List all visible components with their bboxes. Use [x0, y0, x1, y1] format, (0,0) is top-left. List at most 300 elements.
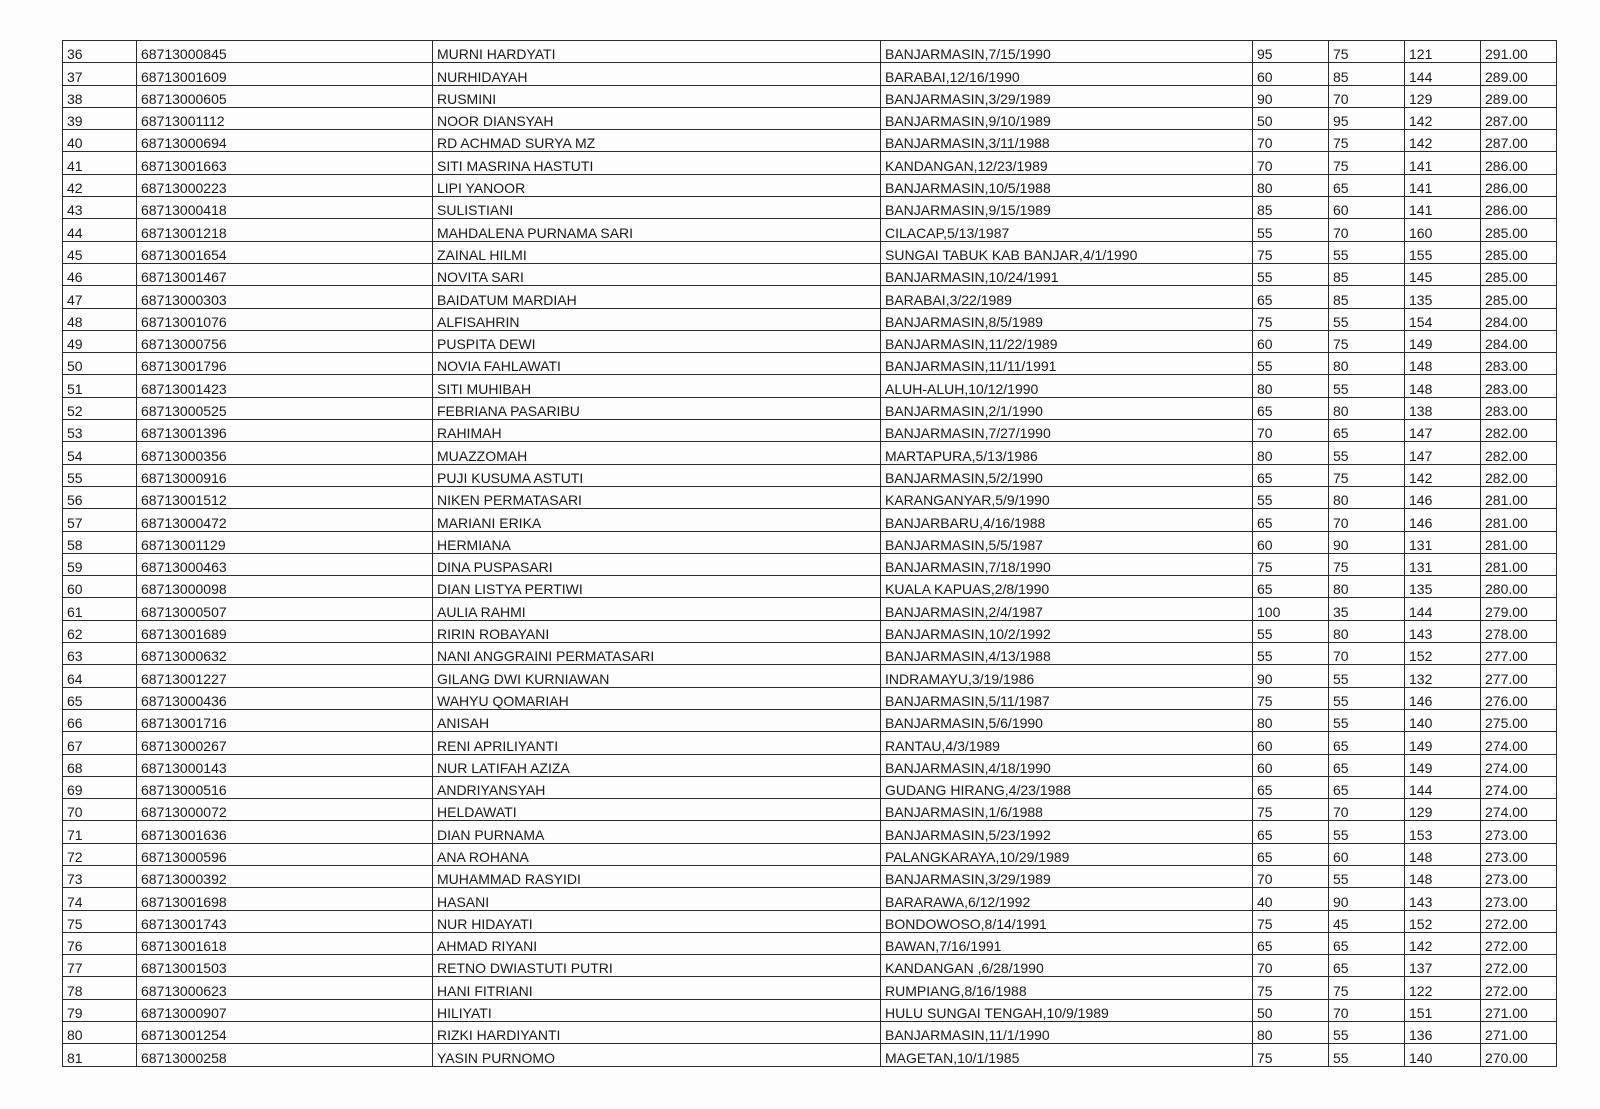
score-3-cell: 142 — [1405, 464, 1481, 486]
birthplace-date-cell: BANJARMASIN,2/1/1990 — [881, 397, 1253, 419]
participant-name-cell: FEBRIANA PASARIBU — [433, 397, 881, 419]
score-3-cell: 148 — [1405, 375, 1481, 397]
row-number-cell: 59 — [63, 553, 137, 575]
score-1-cell: 65 — [1253, 286, 1329, 308]
score-3-cell: 143 — [1405, 620, 1481, 642]
row-number-cell: 71 — [63, 821, 137, 843]
score-2-cell: 55 — [1329, 687, 1405, 709]
birthplace-date-cell: GUDANG HIRANG,4/23/1988 — [881, 776, 1253, 798]
total-score-cell: 273.00 — [1481, 821, 1557, 843]
score-1-cell: 75 — [1253, 1044, 1329, 1066]
score-2-cell: 65 — [1329, 955, 1405, 977]
score-3-cell: 136 — [1405, 1022, 1481, 1044]
birthplace-date-cell: BANJARMASIN,9/15/1989 — [881, 197, 1253, 219]
score-2-cell: 95 — [1329, 107, 1405, 129]
birthplace-date-cell: INDRAMAYU,3/19/1986 — [881, 665, 1253, 687]
birthplace-date-cell: ALUH-ALUH,10/12/1990 — [881, 375, 1253, 397]
birthplace-date-cell: RUMPIANG,8/16/1988 — [881, 977, 1253, 999]
participant-name-cell: MARIANI ERIKA — [433, 509, 881, 531]
registration-number-cell: 68713000436 — [137, 687, 433, 709]
score-1-cell: 65 — [1253, 397, 1329, 419]
row-number-cell: 39 — [63, 107, 137, 129]
birthplace-date-cell: BANJARMASIN,2/4/1987 — [881, 598, 1253, 620]
score-3-cell: 155 — [1405, 241, 1481, 263]
score-3-cell: 144 — [1405, 776, 1481, 798]
score-3-cell: 142 — [1405, 932, 1481, 954]
score-2-cell: 75 — [1329, 977, 1405, 999]
score-1-cell: 100 — [1253, 598, 1329, 620]
birthplace-date-cell: BANJARMASIN,10/24/1991 — [881, 263, 1253, 285]
participant-name-cell: NUR HIDAYATI — [433, 910, 881, 932]
total-score-cell: 283.00 — [1481, 353, 1557, 375]
score-2-cell: 75 — [1329, 130, 1405, 152]
total-score-cell: 282.00 — [1481, 442, 1557, 464]
total-score-cell: 282.00 — [1481, 464, 1557, 486]
score-3-cell: 153 — [1405, 821, 1481, 843]
registration-number-cell: 68713001396 — [137, 420, 433, 442]
table-row — [63, 910, 1557, 932]
table-row — [63, 553, 1557, 575]
participant-name-cell: RD ACHMAD SURYA MZ — [433, 130, 881, 152]
registration-number-cell: 68713000623 — [137, 977, 433, 999]
score-1-cell: 80 — [1253, 375, 1329, 397]
row-number-cell: 75 — [63, 910, 137, 932]
registration-number-cell: 68713000525 — [137, 397, 433, 419]
row-number-cell: 42 — [63, 174, 137, 196]
table-row — [63, 709, 1557, 731]
score-2-cell: 55 — [1329, 709, 1405, 731]
score-3-cell: 146 — [1405, 509, 1481, 531]
registration-number-cell: 68713000392 — [137, 865, 433, 887]
score-3-cell: 140 — [1405, 709, 1481, 731]
row-number-cell: 56 — [63, 486, 137, 508]
participant-name-cell: PUSPITA DEWI — [433, 330, 881, 352]
table-row — [63, 754, 1557, 776]
total-score-cell: 281.00 — [1481, 486, 1557, 508]
results-table — [62, 40, 1557, 1067]
birthplace-date-cell: BARABAI,12/16/1990 — [881, 63, 1253, 85]
total-score-cell: 287.00 — [1481, 107, 1557, 129]
birthplace-date-cell: BANJARMASIN,11/11/1991 — [881, 353, 1253, 375]
row-number-cell: 72 — [63, 843, 137, 865]
table-row — [63, 687, 1557, 709]
results-table-body — [63, 41, 1557, 1067]
score-2-cell: 55 — [1329, 375, 1405, 397]
score-2-cell: 55 — [1329, 821, 1405, 843]
table-row — [63, 353, 1557, 375]
total-score-cell: 281.00 — [1481, 531, 1557, 553]
score-1-cell: 65 — [1253, 821, 1329, 843]
row-number-cell: 36 — [63, 41, 137, 63]
score-1-cell: 75 — [1253, 241, 1329, 263]
total-score-cell: 289.00 — [1481, 85, 1557, 107]
total-score-cell: 284.00 — [1481, 330, 1557, 352]
total-score-cell: 275.00 — [1481, 709, 1557, 731]
score-1-cell: 95 — [1253, 41, 1329, 63]
birthplace-date-cell: KANDANGAN ,6/28/1990 — [881, 955, 1253, 977]
row-number-cell: 80 — [63, 1022, 137, 1044]
score-1-cell: 80 — [1253, 709, 1329, 731]
score-1-cell: 70 — [1253, 152, 1329, 174]
score-2-cell: 85 — [1329, 63, 1405, 85]
score-2-cell: 90 — [1329, 531, 1405, 553]
score-1-cell: 60 — [1253, 732, 1329, 754]
total-score-cell: 278.00 — [1481, 620, 1557, 642]
score-3-cell: 154 — [1405, 308, 1481, 330]
registration-number-cell: 68713001218 — [137, 219, 433, 241]
row-number-cell: 67 — [63, 732, 137, 754]
score-3-cell: 132 — [1405, 665, 1481, 687]
registration-number-cell: 68713000516 — [137, 776, 433, 798]
participant-name-cell: BAIDATUM MARDIAH — [433, 286, 881, 308]
score-3-cell: 149 — [1405, 732, 1481, 754]
score-3-cell: 138 — [1405, 397, 1481, 419]
score-2-cell: 70 — [1329, 509, 1405, 531]
registration-number-cell: 68713001512 — [137, 486, 433, 508]
score-2-cell: 70 — [1329, 799, 1405, 821]
score-2-cell: 65 — [1329, 754, 1405, 776]
total-score-cell: 291.00 — [1481, 41, 1557, 63]
table-row — [63, 888, 1557, 910]
table-row — [63, 531, 1557, 553]
table-row — [63, 732, 1557, 754]
score-1-cell: 65 — [1253, 932, 1329, 954]
score-2-cell: 60 — [1329, 843, 1405, 865]
score-2-cell: 55 — [1329, 1044, 1405, 1066]
birthplace-date-cell: BAWAN,7/16/1991 — [881, 932, 1253, 954]
registration-number-cell: 68713001716 — [137, 709, 433, 731]
score-2-cell: 70 — [1329, 219, 1405, 241]
table-row — [63, 330, 1557, 352]
score-2-cell: 80 — [1329, 486, 1405, 508]
score-2-cell: 55 — [1329, 1022, 1405, 1044]
row-number-cell: 77 — [63, 955, 137, 977]
row-number-cell: 70 — [63, 799, 137, 821]
registration-number-cell: 68713001254 — [137, 1022, 433, 1044]
birthplace-date-cell: BANJARMASIN,11/22/1989 — [881, 330, 1253, 352]
row-number-cell: 63 — [63, 643, 137, 665]
row-number-cell: 51 — [63, 375, 137, 397]
total-score-cell: 274.00 — [1481, 776, 1557, 798]
score-2-cell: 80 — [1329, 353, 1405, 375]
registration-number-cell: 68713000916 — [137, 464, 433, 486]
score-1-cell: 75 — [1253, 687, 1329, 709]
registration-number-cell: 68713001796 — [137, 353, 433, 375]
score-2-cell: 55 — [1329, 308, 1405, 330]
score-3-cell: 148 — [1405, 843, 1481, 865]
total-score-cell: 272.00 — [1481, 932, 1557, 954]
participant-name-cell: DIAN PURNAMA — [433, 821, 881, 843]
row-number-cell: 79 — [63, 999, 137, 1021]
row-number-cell: 38 — [63, 85, 137, 107]
birthplace-date-cell: BANJARMASIN,10/5/1988 — [881, 174, 1253, 196]
participant-name-cell: ANA ROHANA — [433, 843, 881, 865]
score-2-cell: 65 — [1329, 932, 1405, 954]
total-score-cell: 289.00 — [1481, 63, 1557, 85]
total-score-cell: 274.00 — [1481, 754, 1557, 776]
registration-number-cell: 68713000756 — [137, 330, 433, 352]
registration-number-cell: 68713000694 — [137, 130, 433, 152]
participant-name-cell: ANDRIYANSYAH — [433, 776, 881, 798]
row-number-cell: 76 — [63, 932, 137, 954]
registration-number-cell: 68713001636 — [137, 821, 433, 843]
row-number-cell: 53 — [63, 420, 137, 442]
row-number-cell: 65 — [63, 687, 137, 709]
score-3-cell: 152 — [1405, 910, 1481, 932]
table-row — [63, 63, 1557, 85]
birthplace-date-cell: MARTAPURA,5/13/1986 — [881, 442, 1253, 464]
birthplace-date-cell: BANJARMASIN,5/5/1987 — [881, 531, 1253, 553]
birthplace-date-cell: BANJARMASIN,4/18/1990 — [881, 754, 1253, 776]
birthplace-date-cell: BANJARMASIN,5/6/1990 — [881, 709, 1253, 731]
birthplace-date-cell: RANTAU,4/3/1989 — [881, 732, 1253, 754]
score-3-cell: 129 — [1405, 799, 1481, 821]
score-3-cell: 141 — [1405, 152, 1481, 174]
participant-name-cell: HELDAWATI — [433, 799, 881, 821]
table-row — [63, 1044, 1557, 1066]
table-row — [63, 464, 1557, 486]
table-row — [63, 442, 1557, 464]
participant-name-cell: HANI FITRIANI — [433, 977, 881, 999]
participant-name-cell: MUAZZOMAH — [433, 442, 881, 464]
participant-name-cell: NOVIA FAHLAWATI — [433, 353, 881, 375]
participant-name-cell: AULIA RAHMI — [433, 598, 881, 620]
registration-number-cell: 68713000258 — [137, 1044, 433, 1066]
participant-name-cell: HASANI — [433, 888, 881, 910]
total-score-cell: 273.00 — [1481, 888, 1557, 910]
score-1-cell: 80 — [1253, 1022, 1329, 1044]
score-3-cell: 141 — [1405, 197, 1481, 219]
table-row — [63, 41, 1557, 63]
registration-number-cell: 68713001129 — [137, 531, 433, 553]
registration-number-cell: 68713001227 — [137, 665, 433, 687]
total-score-cell: 280.00 — [1481, 576, 1557, 598]
row-number-cell: 68 — [63, 754, 137, 776]
score-2-cell: 55 — [1329, 442, 1405, 464]
birthplace-date-cell: BANJARMASIN,5/11/1987 — [881, 687, 1253, 709]
row-number-cell: 58 — [63, 531, 137, 553]
table-row — [63, 932, 1557, 954]
table-row — [63, 174, 1557, 196]
score-1-cell: 70 — [1253, 865, 1329, 887]
participant-name-cell: PUJI KUSUMA ASTUTI — [433, 464, 881, 486]
participant-name-cell: GILANG DWI KURNIAWAN — [433, 665, 881, 687]
participant-name-cell: ALFISAHRIN — [433, 308, 881, 330]
score-2-cell: 55 — [1329, 865, 1405, 887]
participant-name-cell: ZAINAL HILMI — [433, 241, 881, 263]
total-score-cell: 286.00 — [1481, 152, 1557, 174]
score-3-cell: 147 — [1405, 420, 1481, 442]
registration-number-cell: 68713000303 — [137, 286, 433, 308]
total-score-cell: 272.00 — [1481, 955, 1557, 977]
total-score-cell: 281.00 — [1481, 553, 1557, 575]
participant-name-cell: RETNO DWIASTUTI PUTRI — [433, 955, 881, 977]
total-score-cell: 270.00 — [1481, 1044, 1557, 1066]
score-3-cell: 141 — [1405, 174, 1481, 196]
participant-name-cell: RUSMINI — [433, 85, 881, 107]
total-score-cell: 284.00 — [1481, 308, 1557, 330]
table-row — [63, 486, 1557, 508]
score-3-cell: 135 — [1405, 286, 1481, 308]
table-row — [63, 1022, 1557, 1044]
score-1-cell: 75 — [1253, 553, 1329, 575]
table-row — [63, 865, 1557, 887]
total-score-cell: 287.00 — [1481, 130, 1557, 152]
registration-number-cell: 68713001663 — [137, 152, 433, 174]
registration-number-cell: 68713001423 — [137, 375, 433, 397]
row-number-cell: 54 — [63, 442, 137, 464]
row-number-cell: 45 — [63, 241, 137, 263]
row-number-cell: 43 — [63, 197, 137, 219]
birthplace-date-cell: KARANGANYAR,5/9/1990 — [881, 486, 1253, 508]
score-1-cell: 40 — [1253, 888, 1329, 910]
table-row — [63, 197, 1557, 219]
registration-number-cell: 68713000907 — [137, 999, 433, 1021]
score-2-cell: 75 — [1329, 464, 1405, 486]
birthplace-date-cell: BANJARMASIN,3/29/1989 — [881, 865, 1253, 887]
score-2-cell: 70 — [1329, 85, 1405, 107]
total-score-cell: 285.00 — [1481, 286, 1557, 308]
score-3-cell: 143 — [1405, 888, 1481, 910]
table-row — [63, 620, 1557, 642]
row-number-cell: 61 — [63, 598, 137, 620]
row-number-cell: 55 — [63, 464, 137, 486]
score-2-cell: 45 — [1329, 910, 1405, 932]
birthplace-date-cell: KANDANGAN,12/23/1989 — [881, 152, 1253, 174]
total-score-cell: 273.00 — [1481, 843, 1557, 865]
score-1-cell: 70 — [1253, 420, 1329, 442]
row-number-cell: 78 — [63, 977, 137, 999]
score-1-cell: 55 — [1253, 620, 1329, 642]
table-row — [63, 263, 1557, 285]
score-3-cell: 131 — [1405, 553, 1481, 575]
table-row — [63, 665, 1557, 687]
total-score-cell: 272.00 — [1481, 910, 1557, 932]
row-number-cell: 52 — [63, 397, 137, 419]
birthplace-date-cell: BANJARMASIN,7/18/1990 — [881, 553, 1253, 575]
score-3-cell: 142 — [1405, 107, 1481, 129]
row-number-cell: 50 — [63, 353, 137, 375]
score-2-cell: 55 — [1329, 665, 1405, 687]
total-score-cell: 285.00 — [1481, 219, 1557, 241]
total-score-cell: 279.00 — [1481, 598, 1557, 620]
registration-number-cell: 68713001743 — [137, 910, 433, 932]
birthplace-date-cell: HULU SUNGAI TENGAH,10/9/1989 — [881, 999, 1253, 1021]
row-number-cell: 48 — [63, 308, 137, 330]
registration-number-cell: 68713000632 — [137, 643, 433, 665]
score-1-cell: 55 — [1253, 219, 1329, 241]
table-row — [63, 843, 1557, 865]
birthplace-date-cell: BANJARMASIN,7/15/1990 — [881, 41, 1253, 63]
score-3-cell: 122 — [1405, 977, 1481, 999]
score-2-cell: 65 — [1329, 420, 1405, 442]
participant-name-cell: WAHYU QOMARIAH — [433, 687, 881, 709]
score-2-cell: 65 — [1329, 776, 1405, 798]
score-1-cell: 55 — [1253, 353, 1329, 375]
participant-name-cell: ANISAH — [433, 709, 881, 731]
total-score-cell: 277.00 — [1481, 665, 1557, 687]
registration-number-cell: 68713001112 — [137, 107, 433, 129]
table-row — [63, 799, 1557, 821]
score-3-cell: 144 — [1405, 63, 1481, 85]
table-row — [63, 107, 1557, 129]
score-2-cell: 80 — [1329, 620, 1405, 642]
score-3-cell: 147 — [1405, 442, 1481, 464]
row-number-cell: 73 — [63, 865, 137, 887]
total-score-cell: 282.00 — [1481, 420, 1557, 442]
row-number-cell: 60 — [63, 576, 137, 598]
participant-name-cell: DIAN LISTYA PERTIWI — [433, 576, 881, 598]
participant-name-cell: MURNI HARDYATI — [433, 41, 881, 63]
total-score-cell: 286.00 — [1481, 197, 1557, 219]
row-number-cell: 46 — [63, 263, 137, 285]
score-2-cell: 70 — [1329, 999, 1405, 1021]
participant-name-cell: YASIN PURNOMO — [433, 1044, 881, 1066]
birthplace-date-cell: PALANGKARAYA,10/29/1989 — [881, 843, 1253, 865]
participant-name-cell: SULISTIANI — [433, 197, 881, 219]
score-2-cell: 60 — [1329, 197, 1405, 219]
score-3-cell: 121 — [1405, 41, 1481, 63]
total-score-cell: 286.00 — [1481, 174, 1557, 196]
row-number-cell: 44 — [63, 219, 137, 241]
registration-number-cell: 68713000098 — [137, 576, 433, 598]
table-row — [63, 85, 1557, 107]
registration-number-cell: 68713000356 — [137, 442, 433, 464]
row-number-cell: 57 — [63, 509, 137, 531]
total-score-cell: 271.00 — [1481, 999, 1557, 1021]
registration-number-cell: 68713000463 — [137, 553, 433, 575]
registration-number-cell: 68713001654 — [137, 241, 433, 263]
row-number-cell: 49 — [63, 330, 137, 352]
score-2-cell: 85 — [1329, 263, 1405, 285]
score-3-cell: 160 — [1405, 219, 1481, 241]
row-number-cell: 64 — [63, 665, 137, 687]
score-1-cell: 85 — [1253, 197, 1329, 219]
birthplace-date-cell: BANJARMASIN,9/10/1989 — [881, 107, 1253, 129]
score-2-cell: 80 — [1329, 576, 1405, 598]
total-score-cell: 274.00 — [1481, 799, 1557, 821]
score-2-cell: 90 — [1329, 888, 1405, 910]
score-2-cell: 65 — [1329, 732, 1405, 754]
birthplace-date-cell: KUALA KAPUAS,2/8/1990 — [881, 576, 1253, 598]
score-1-cell: 75 — [1253, 308, 1329, 330]
row-number-cell: 41 — [63, 152, 137, 174]
registration-number-cell: 68713000845 — [137, 41, 433, 63]
participant-name-cell: RENI APRILIYANTI — [433, 732, 881, 754]
participant-name-cell: DINA PUSPASARI — [433, 553, 881, 575]
birthplace-date-cell: BANJARMASIN,1/6/1988 — [881, 799, 1253, 821]
table-row — [63, 643, 1557, 665]
birthplace-date-cell: BANJARMASIN,8/5/1989 — [881, 308, 1253, 330]
score-1-cell: 90 — [1253, 665, 1329, 687]
table-row — [63, 130, 1557, 152]
birthplace-date-cell: BANJARMASIN,4/13/1988 — [881, 643, 1253, 665]
table-row — [63, 420, 1557, 442]
registration-number-cell: 68713000223 — [137, 174, 433, 196]
registration-number-cell: 68713001689 — [137, 620, 433, 642]
score-1-cell: 70 — [1253, 955, 1329, 977]
score-3-cell: 129 — [1405, 85, 1481, 107]
score-2-cell: 55 — [1329, 241, 1405, 263]
registration-number-cell: 68713000267 — [137, 732, 433, 754]
score-3-cell: 151 — [1405, 999, 1481, 1021]
table-row — [63, 999, 1557, 1021]
birthplace-date-cell: BANJARMASIN,5/23/1992 — [881, 821, 1253, 843]
row-number-cell: 47 — [63, 286, 137, 308]
participant-name-cell: NUR LATIFAH AZIZA — [433, 754, 881, 776]
registration-number-cell: 68713000418 — [137, 197, 433, 219]
birthplace-date-cell: BANJARMASIN,5/2/1990 — [881, 464, 1253, 486]
